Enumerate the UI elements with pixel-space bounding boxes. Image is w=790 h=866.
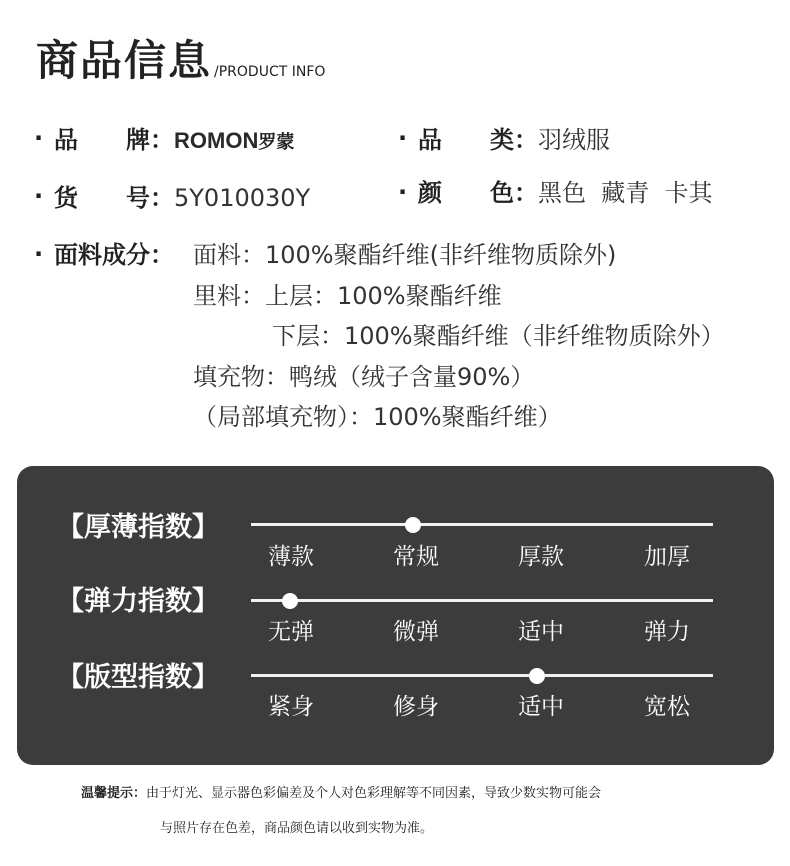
- thickness-track: [251, 523, 713, 526]
- elasticity-option: 微弹: [393, 619, 439, 645]
- thickness-option: 厚款: [518, 544, 564, 570]
- title-en: /PRODUCT INFO: [214, 64, 326, 80]
- brand-logo-cn: 罗蒙: [258, 132, 295, 153]
- notice-text-2: 与照片存在色差，商品颜色请以收到实物为准。: [160, 821, 434, 836]
- sku-row: [54, 182, 310, 214]
- thickness-option: 常规: [393, 544, 439, 570]
- color-value: 黑色 藏青 卡其: [538, 179, 713, 207]
- sku-value: 5Y010030Y: [174, 184, 311, 212]
- fit-title: 【版型指数】: [57, 662, 219, 693]
- sku-label: 货 号：: [54, 184, 174, 212]
- thickness-title: 【厚薄指数】: [57, 512, 219, 543]
- bullet-category: ·: [398, 124, 408, 152]
- material-line-3: 下层：100%聚酯纤维（非纤维物质除外）: [272, 322, 725, 350]
- thickness-option: 加厚: [644, 544, 690, 570]
- thickness-option: 薄款: [268, 544, 314, 570]
- thickness-indicator: [405, 517, 421, 533]
- brand-label: 品 牌：: [54, 126, 174, 154]
- fit-option: 修身: [393, 694, 439, 720]
- material-label-row: [54, 239, 174, 271]
- title-cn: 商品信息: [36, 36, 213, 85]
- notice-line-2: [160, 817, 433, 836]
- notice-line-1: [81, 782, 601, 801]
- notice-text-1: 由于灯光、显示器色彩偏差及个人对色彩理解等不同因素，导致少数实物可能会: [146, 786, 602, 801]
- bullet-sku: ·: [34, 182, 44, 210]
- category-value: 羽绒服: [538, 126, 610, 154]
- material-label: 面料成分：: [54, 241, 174, 269]
- color-row: [418, 177, 713, 209]
- page-title: [36, 36, 325, 86]
- material-line-5: （局部填充物）：100%聚酯纤维）: [193, 403, 562, 431]
- elasticity-title: 【弹力指数】: [57, 586, 219, 617]
- fit-option: 适中: [518, 694, 564, 720]
- bullet-color: ·: [398, 178, 408, 206]
- elasticity-option: 适中: [518, 619, 564, 645]
- category-row: [418, 124, 610, 156]
- color-label: 颜 色：: [418, 179, 538, 207]
- bullet-material: ·: [34, 240, 44, 268]
- brand-row: [54, 124, 294, 159]
- elasticity-option: 无弹: [268, 619, 314, 645]
- material-line-4: 填充物：鸭绒（绒子含量90%）: [193, 363, 535, 391]
- fit-option: 紧身: [268, 694, 314, 720]
- elasticity-option: 弹力: [644, 619, 690, 645]
- elasticity-indicator: [282, 593, 298, 609]
- index-panel: [17, 466, 774, 765]
- fit-option: 宽松: [644, 694, 690, 720]
- brand-logo-en: ROMON: [174, 128, 259, 153]
- material-line-2: 里料：上层：100%聚酯纤维: [193, 282, 502, 310]
- fit-indicator: [529, 668, 545, 684]
- bullet-brand: ·: [34, 124, 44, 152]
- notice-label: 温馨提示：: [81, 786, 147, 801]
- elasticity-track: [251, 599, 713, 602]
- material-line-1: 面料：100%聚酯纤维(非纤维物质除外): [193, 241, 617, 269]
- category-label: 品 类：: [418, 126, 538, 154]
- fit-track: [251, 674, 713, 677]
